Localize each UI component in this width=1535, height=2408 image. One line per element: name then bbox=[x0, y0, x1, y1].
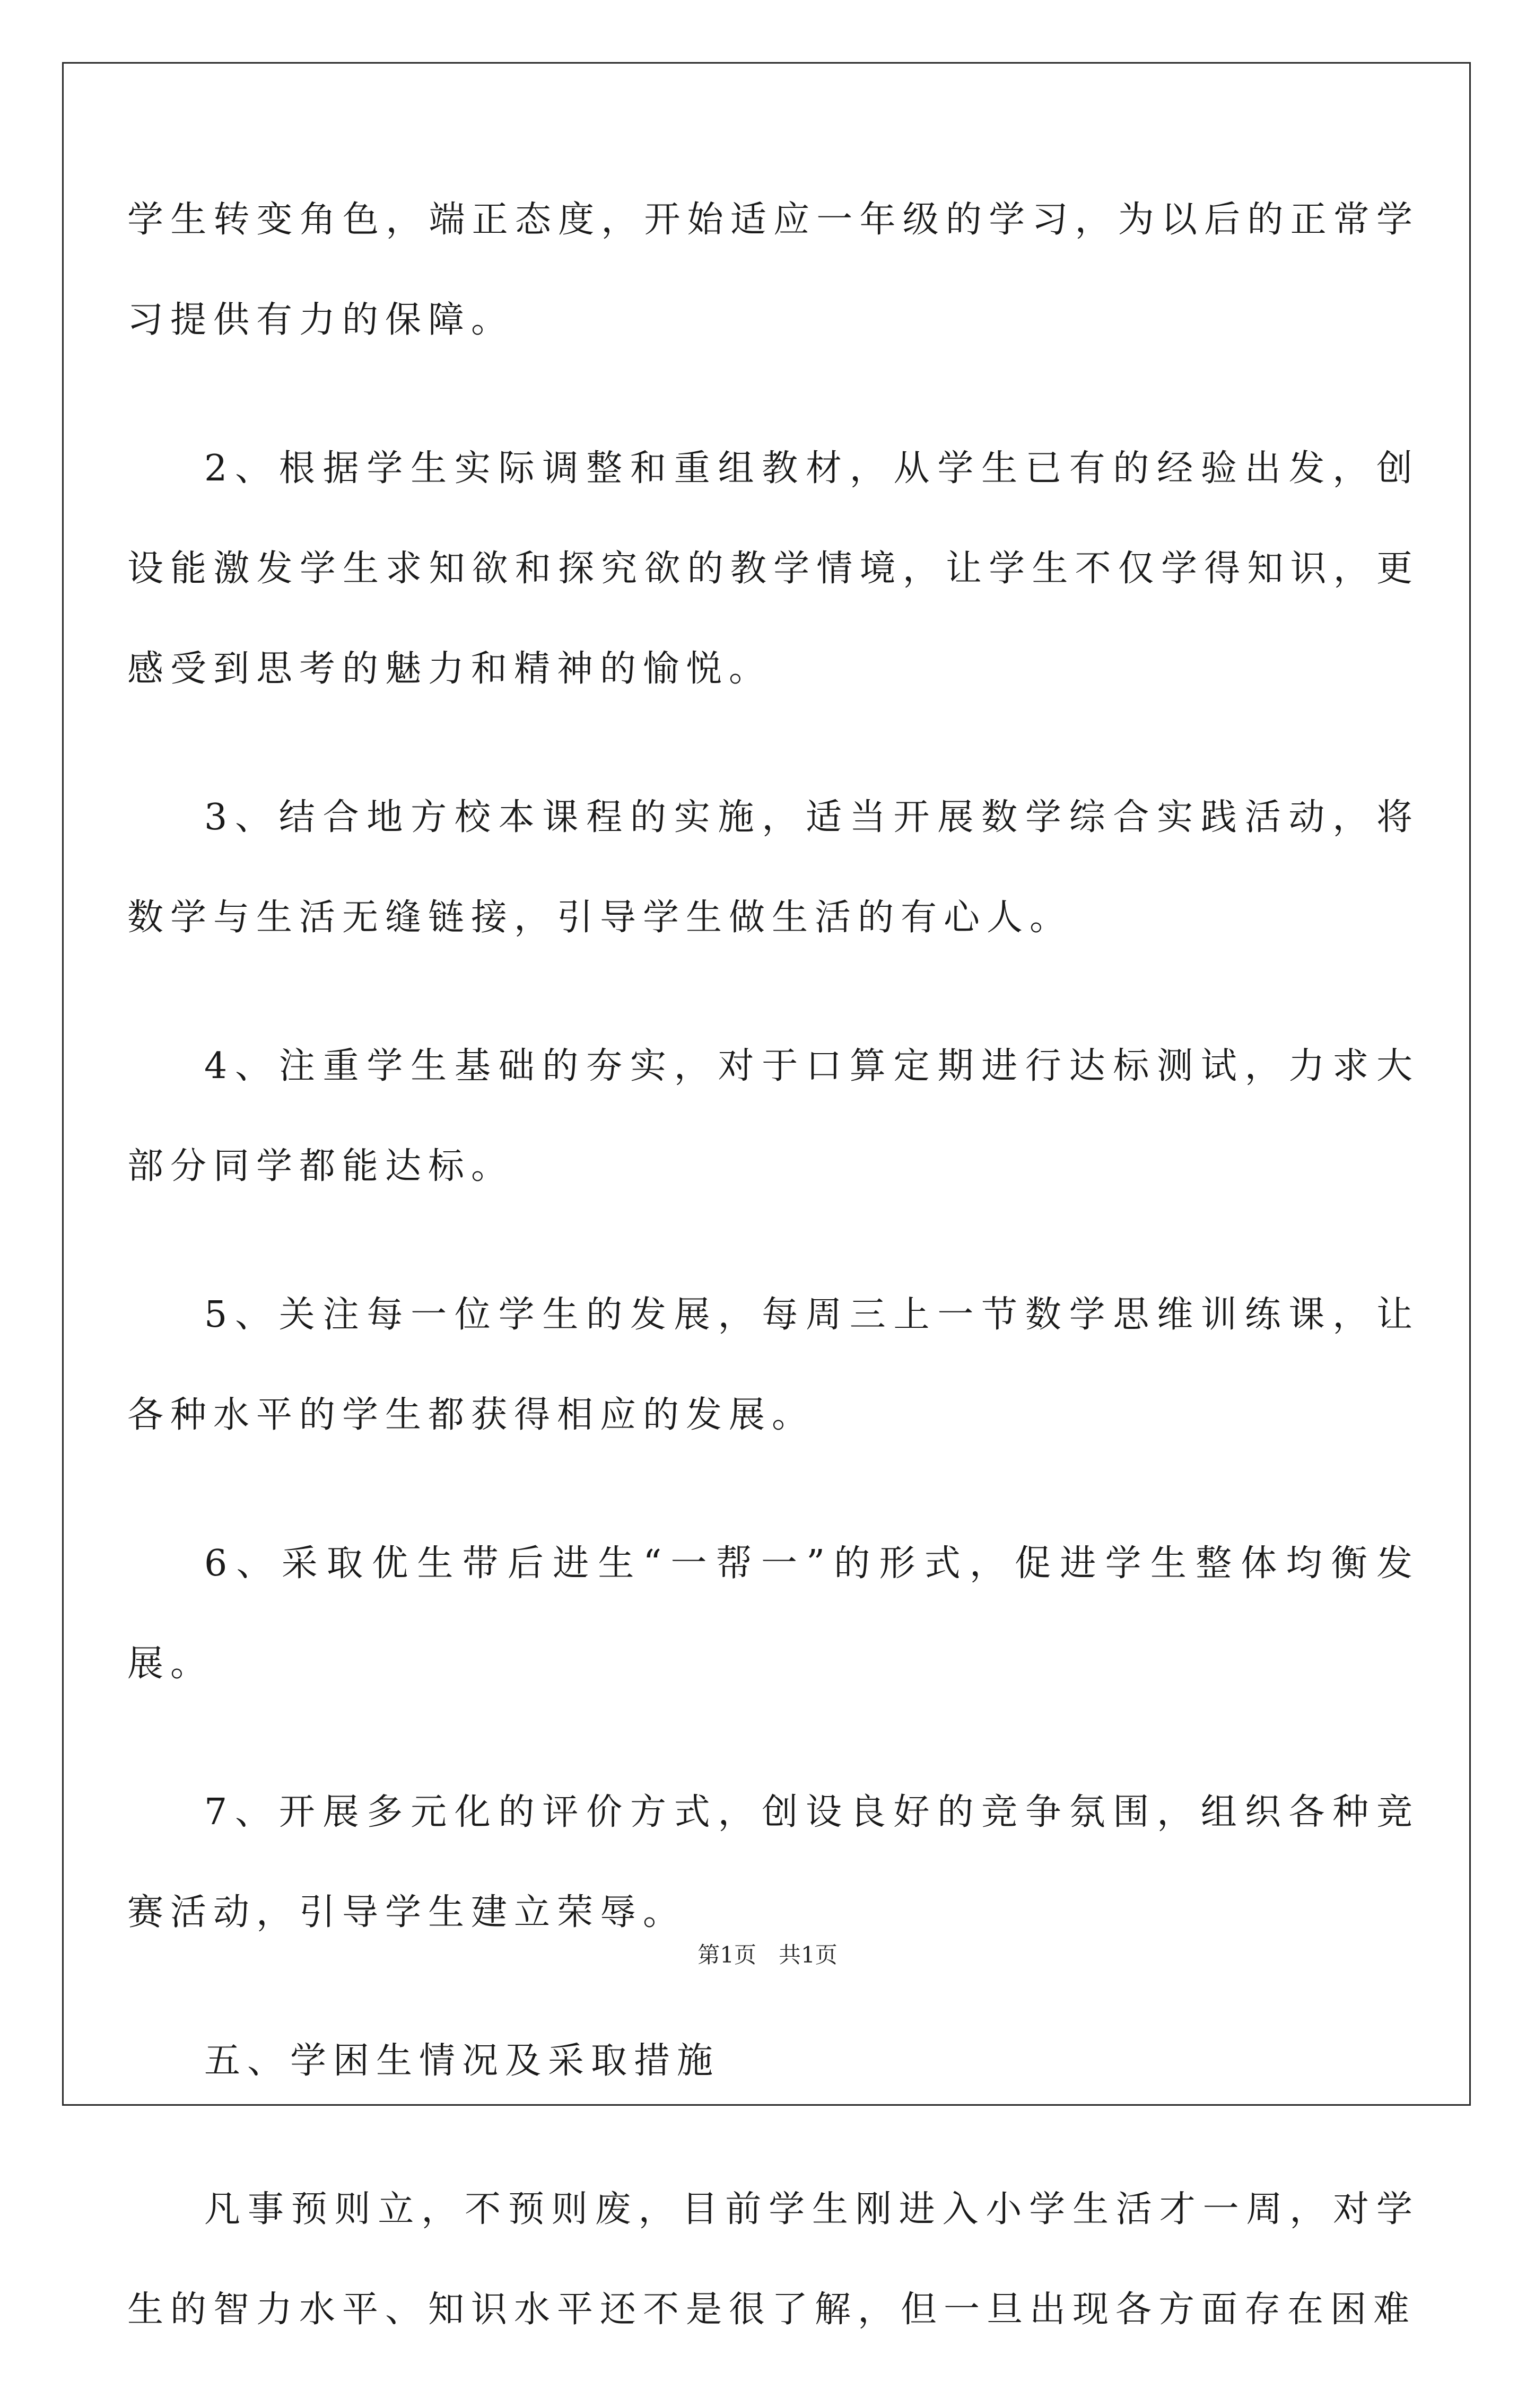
paragraph: 凡事预则立，不预则废，目前学生刚进入小学生活才一周，对学生的智力水平、知识水平还不是很了解，但一旦出现各方面存在困难 bbox=[127, 2188, 1419, 2331]
paragraph: 6、采取优生带后进生“一帮一”的形式，促进学生整体均衡发展。 bbox=[127, 1543, 1419, 1685]
paragraph: 2、根据学生实际调整和重组教材，从学生已有的经验出发，创设能激发学生求知欲和探究欲的教学情境，让学生不仅学得知识，更感受到思考的魅力和精神的愉悦。 bbox=[127, 448, 1419, 690]
page-number-footer: 第1页 共1页 bbox=[697, 1942, 838, 1968]
paragraph: 3、结合地方校本课程的实施，适当开展数学综合实践活动，将数学与生活无缝链接，引导学生做生活的有心人。 bbox=[127, 796, 1419, 939]
section-heading: 五、学困生情况及采取措施 bbox=[204, 2040, 720, 2082]
paragraph: 5、关注每一位学生的发展，每周三上一节数学思维训练课，让各种水平的学生都获得相应的发展。 bbox=[127, 1294, 1419, 1436]
paragraph: 4、注重学生基础的夯实，对于口算定期进行达标测试，力求大部分同学都能达标。 bbox=[127, 1045, 1419, 1187]
paragraph: 7、开展多元化的评价方式，创设良好的竞争氛围，组织各种竞赛活动，引导学生建立荣辱。 bbox=[127, 1791, 1419, 1933]
document-body bbox=[127, 170, 1419, 2408]
paragraph: 学生转变角色，端正态度，开始适应一年级的学习，为以后的正常学习提供有力的保障。 bbox=[127, 199, 1419, 341]
